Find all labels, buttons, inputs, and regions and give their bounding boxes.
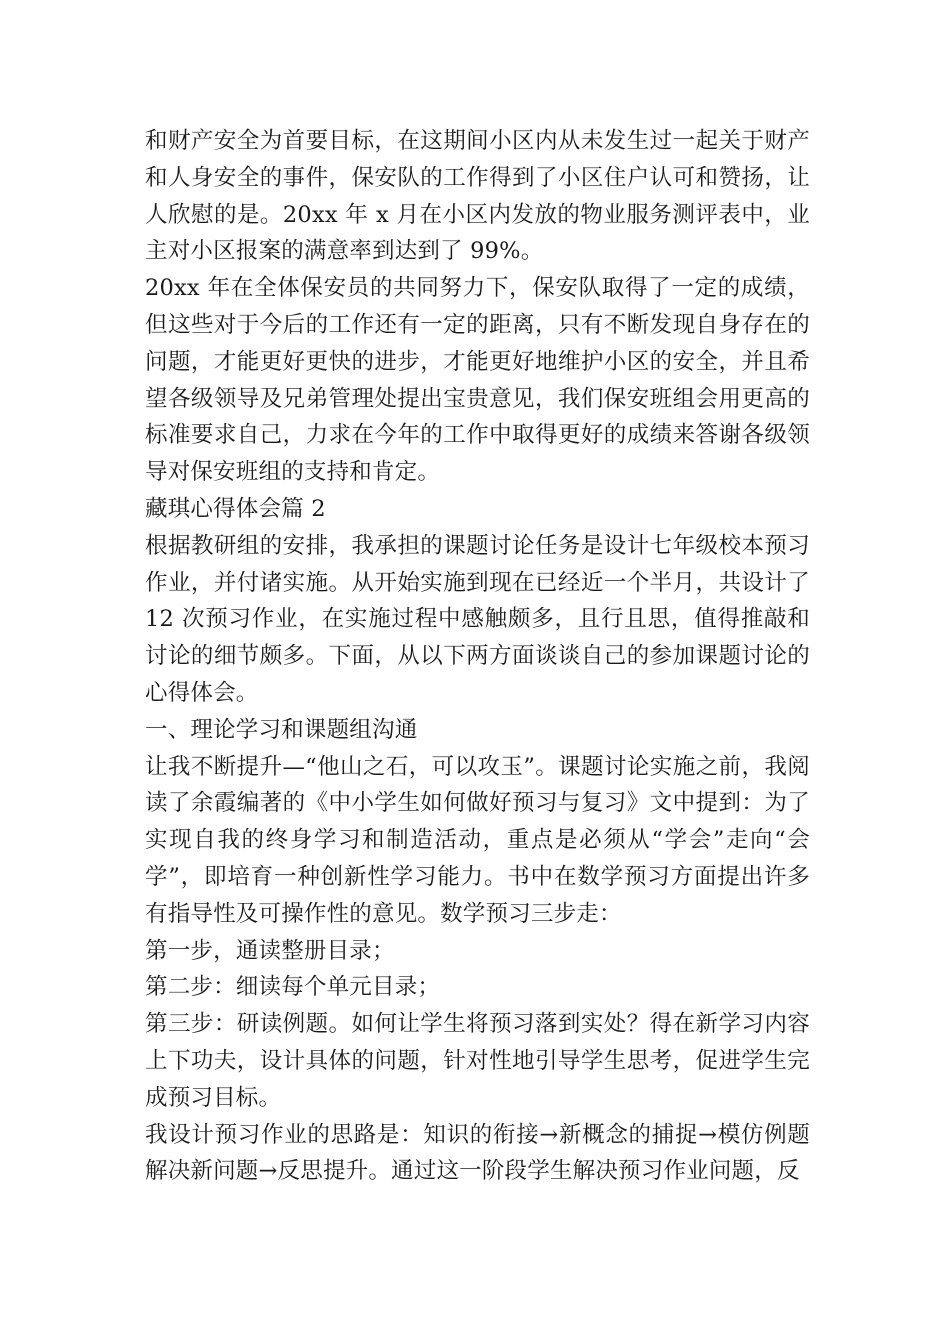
paragraph-research-task: 根据教研组的安排，我承担的课题讨论任务是设计七年级校本预习作业，并付诸实施。从开始实施到现在已经近一个半月，共设计了 12 次预习作业，在实施过程中感触颇多，且行且思，值得推敲和讨论的细节颇多。下面，从以下两方面谈谈自己的参加课题讨论的心得体会。 xyxy=(145,532,810,706)
step-two: 第二步：细读每个单元目录； xyxy=(145,974,441,1001)
section-heading-part-2: 藏琪心得体会篇 2 xyxy=(145,495,326,522)
step-three: 第三步：研读例题。如何让学生将预习落到实处？得在新学习内容上下功夫，设计具体的问题，针对性地引导学生思考，促进学生完成预习目标。 xyxy=(145,1011,810,1111)
paragraph-achievements: 20xx 年在全体保安员的共同努力下，保安队取得了一定的成绩，但这些对于今后的工作还有一定的距离，只有不断发现自身存在的问题，才能更好更快的进步，才能更好地维护小区的安全，并且希望各级领导及兄弟管理处提出宝贵意见，我们保安班组会用更高的标准要求自己，力求在今年的工作中取得更好的成绩来答谢各级领导对保安班组的支持和肯定。 xyxy=(145,275,810,486)
paragraph-theory-study: 让我不断提升—“他山之石，可以攻玉”。课题讨论实施之前，我阅读了余霞编著的《中小学生如何做好预习与复习》文中提到：为了实现自我的终身学习和制造活动，重点是必须从“学会”走向“会学”，即培育一种创新性学习能力。书中在数学预习方面提出许多有指导性及可操作性的意见。数学预习三步走： xyxy=(145,753,810,927)
step-one: 第一步，通读整册目录； xyxy=(145,937,395,964)
subheading-theory-study: 一、理论学习和课题组沟通 xyxy=(145,716,418,743)
document-body xyxy=(145,123,810,1190)
paragraph-intro-continued: 和财产安全为首要目标，在这期间小区内从未发生过一起关于财产和人身安全的事件，保安队的工作得到了小区住户认可和赞扬，让人欣慰的是。20xx 年 x 月在小区内发放的物业服务测评表中，业主对小区报案的满意率到达到了 99%。 xyxy=(145,128,810,265)
paragraph-design-approach: 我设计预习作业的思路是：知识的衔接→新概念的捕捉→模仿例题解决新问题→反思提升。通过这一阶段学生解决预习作业问题，反 xyxy=(145,1121,810,1185)
